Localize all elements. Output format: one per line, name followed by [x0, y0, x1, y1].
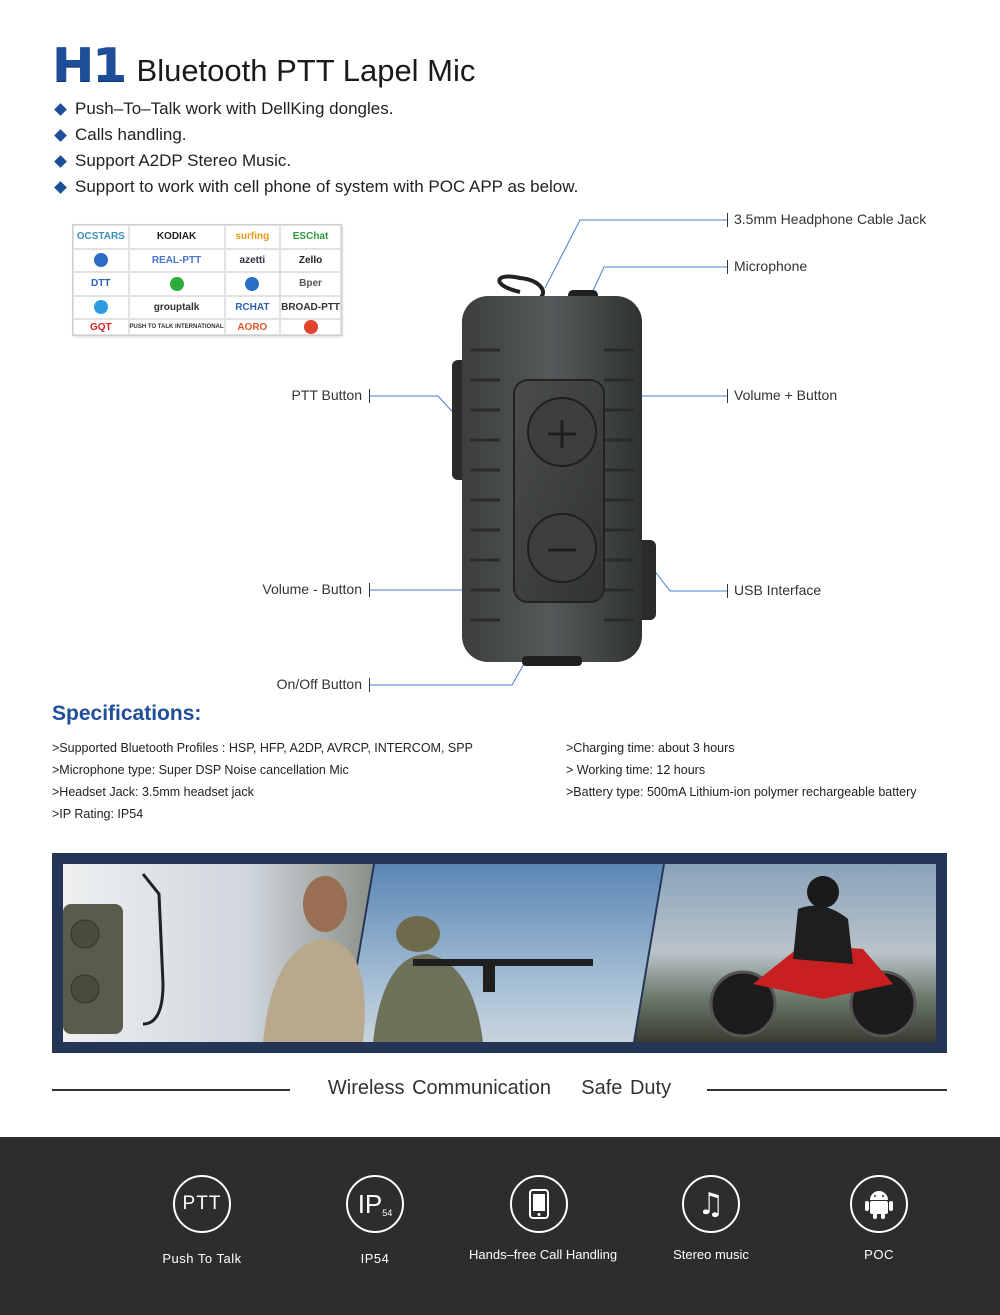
bullet-item: Calls handling.: [52, 122, 578, 148]
callout-volume-up: Volume + Button: [734, 387, 838, 403]
divider-line: [707, 1089, 947, 1091]
app-logo: AORO: [225, 319, 281, 335]
android-icon: [850, 1175, 908, 1233]
feature-label: Hands–free Call Handling: [469, 1247, 618, 1262]
spec-item: >Headset Jack: 3.5mm headset jack: [52, 785, 254, 799]
title-row: [52, 38, 475, 92]
usage-photo-banner: [52, 853, 947, 1053]
app-logo: OCSTARS: [73, 225, 129, 249]
callout-tick: [727, 389, 728, 403]
app-logo: azetti: [225, 249, 281, 273]
feature-label: POC: [864, 1247, 894, 1262]
feature-hands-free: [469, 1175, 618, 1262]
callout-tick: [727, 213, 728, 227]
feature-bullets: [52, 96, 578, 200]
callout-tick: [727, 260, 728, 274]
tagline: Wireless Communication Safe Duty: [327, 1077, 672, 1099]
callout-power: On/Off Button: [276, 676, 362, 692]
specs-left-column: [52, 737, 473, 825]
callout-ptt-button: PTT Button: [291, 387, 362, 403]
callout-headphone-jack: 3.5mm Headphone Cable Jack: [734, 211, 927, 227]
callout-tick: [369, 678, 370, 692]
bullet-item: Support to work with cell phone of system with POC APP as below.: [52, 174, 578, 200]
app-logo: grouptalk: [129, 296, 225, 320]
diamond-bullet-icon: [54, 155, 67, 168]
page-title: Bluetooth PTT Lapel Mic: [136, 53, 476, 88]
spec-item: >Microphone type: Super DSP Noise cancellation Mic: [52, 763, 349, 777]
app-logo: Zello: [280, 249, 341, 273]
feature-label: Push To Talk: [162, 1251, 242, 1266]
device-diagram: [0, 200, 1000, 700]
feature-label: Stereo music: [673, 1247, 749, 1262]
spec-item: >Supported Bluetooth Profiles : HSP, HFP, A2DP, AVRCP, INTERCOM, SPP: [52, 741, 473, 755]
feature-stereo-music: [641, 1175, 781, 1262]
feature-poc: [809, 1175, 949, 1262]
callout-tick: [369, 389, 370, 403]
phone-icon: [510, 1175, 568, 1233]
callout-volume-down: Volume - Button: [262, 581, 362, 597]
diamond-bullet-icon: [54, 181, 67, 194]
app-logo: BROAD-PTT: [280, 296, 341, 320]
callout-tick: [369, 583, 370, 597]
tagline-row: [52, 1076, 947, 1104]
spec-item: > Working time: 12 hours: [566, 763, 706, 777]
specs-right-column: [566, 737, 917, 803]
bullet-item: Push–To–Talk work with DellKing dongles.: [52, 96, 578, 122]
app-logo: Bper: [280, 272, 341, 296]
model-name: H1: [52, 38, 126, 92]
diamond-bullet-icon: [54, 103, 67, 116]
feature-label: IP54: [360, 1251, 390, 1266]
ip54-icon: IP 54: [346, 1175, 404, 1233]
device-illustration: [0, 200, 1000, 700]
app-logo: GQT: [73, 319, 129, 335]
bullet-item: Support A2DP Stereo Music.: [52, 148, 578, 174]
ptt-icon: PTT: [173, 1175, 231, 1233]
callout-tick: [727, 584, 728, 598]
diamond-bullet-icon: [54, 129, 67, 142]
feature-ip54: [305, 1175, 445, 1266]
feature-ptt: [132, 1175, 272, 1266]
app-logo: DTT: [73, 272, 129, 296]
callout-usb: USB Interface: [734, 582, 822, 598]
spec-item: >Battery type: 500mA Lithium-ion polymer rechargeable battery: [566, 785, 917, 799]
app-logo: ESChat: [280, 225, 341, 249]
app-logo: RCHAT: [225, 296, 281, 320]
spec-item: >Charging time: about 3 hours: [566, 741, 735, 755]
app-logo: KODIAK: [129, 225, 225, 249]
feature-footer: [0, 1137, 1000, 1315]
app-logo: REAL-PTT: [129, 249, 225, 273]
app-logo: surfing: [225, 225, 281, 249]
music-note-icon: ♫: [682, 1175, 740, 1233]
spec-item: >IP Rating: IP54: [52, 807, 144, 821]
callout-microphone: Microphone: [734, 258, 808, 274]
app-logo: PUSH TO TALK INTERNATIONAL: [129, 319, 225, 335]
specifications-heading: Specifications:: [52, 702, 202, 725]
usage-photos: [63, 864, 936, 1042]
